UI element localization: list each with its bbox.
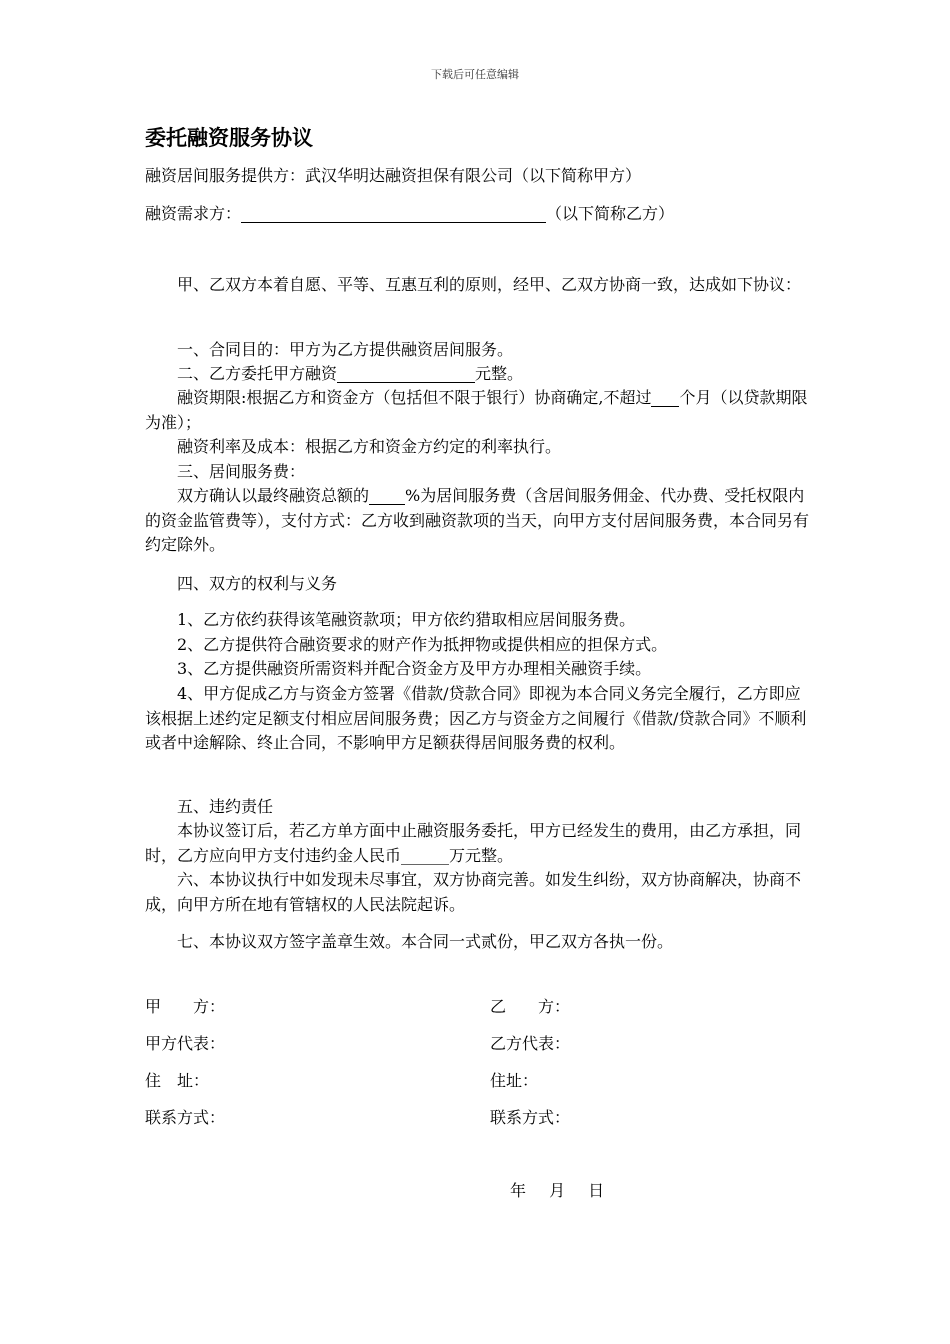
term-paragraph [145, 386, 810, 435]
party-a-address: 住 址： [145, 1071, 210, 1090]
demander-line [145, 201, 674, 224]
fee-paragraph [145, 484, 810, 558]
term-suffix: 个月（以贷款期限为准）； [145, 388, 808, 432]
intro-paragraph: 甲、乙双方本着自愿、平等、互惠互利的原则，经甲、乙双方协商一致，达成如下协议： [177, 275, 802, 294]
clause-1: 一、合同目的：甲方为乙方提供融资居间服务。 [177, 340, 514, 359]
clause-7: 七、本协议双方签字盖章生效。本合同一式贰份，甲乙双方各执一份。 [177, 932, 674, 951]
penalty-blank[interactable]: ______ [401, 845, 450, 865]
demander-label: 融资需求方： [145, 204, 242, 223]
demander-blank[interactable] [241, 206, 546, 223]
header-note: 下载后可任意编辑 [431, 68, 519, 81]
fee-suffix: %为居间服务费（含居间服务佣金、代办费、受托权限内的资金监管费等），支付方式：乙方收到融资款项的当天，向甲方支付居间服务费，本合同另有约定除外。 [145, 486, 810, 554]
clause-2 [145, 362, 810, 387]
clause-3: 三、居间服务费： [177, 462, 306, 481]
rate-paragraph: 融资利率及成本：根据乙方和资金方约定的利率执行。 [177, 437, 562, 456]
clause-6: 六、本协议执行中如发现未尽事宜，双方协商完善。如发生纠纷，双方协商解决，协商不成，向甲方所在地有管辖权的人民法院起诉。 [145, 870, 802, 914]
clause-2-suffix: 元整。 [475, 364, 524, 383]
rights-item-4: 4、甲方促成乙方与资金方签署《借款/贷款合同》即视为本合同义务完全履行，乙方即应该根据上述约定足额支付相应居间服务费；因乙方与资金方之间履行《借款/贷款合同》不顺利或者中途解除、终止合同，不影响甲方足额获得居间服务费的权利。 [145, 684, 807, 752]
rights-item-3: 3、乙方提供融资所需资料并配合资金方及甲方办理相关融资手续。 [177, 659, 652, 678]
term-months-blank[interactable] [651, 390, 679, 407]
clause-4: 四、双方的权利与义务 [177, 574, 338, 593]
party-b-contact: 联系方式： [490, 1108, 571, 1127]
provider-line: 融资居间服务提供方：武汉华明达融资担保有限公司（以下简称甲方） [145, 166, 642, 185]
party-b-representative: 乙方代表： [490, 1034, 571, 1053]
term-prefix: 融资期限:根据乙方和资金方（包括但不限于银行）协商确定,不超过 [177, 388, 652, 407]
breach-suffix: 万元整。 [449, 845, 514, 865]
clause-5: 五、违约责任 [177, 797, 274, 816]
document-title: 委托融资服务协议 [145, 126, 313, 150]
party-b-label: 乙 方： [490, 997, 571, 1016]
date-line: 年 月 日 [510, 1181, 605, 1200]
clause-2-prefix: 二、乙方委托甲方融资 [177, 364, 338, 383]
breach-prefix: 本协议签订后，若乙方单方面中止融资服务委托，甲方已经发生的费用，由乙方承担，同时，乙方应向甲方支付违约金人民币 [145, 821, 802, 865]
rights-item-1: 1、乙方依约获得该笔融资款项；甲方依约猎取相应居间服务费。 [177, 610, 636, 629]
party-a-contact: 联系方式： [145, 1108, 226, 1127]
demander-suffix: （以下简称乙方） [546, 204, 675, 223]
party-b-address: 住址： [490, 1071, 539, 1090]
rights-item-2: 2、乙方提供符合融资要求的财产作为抵押物或提供相应的担保方式。 [177, 635, 668, 654]
party-a-label: 甲 方： [145, 997, 226, 1016]
breach-paragraph [145, 819, 810, 868]
financing-amount-blank[interactable] [337, 366, 475, 383]
party-a-representative: 甲方代表： [145, 1034, 226, 1053]
fee-percent-blank[interactable] [369, 488, 405, 505]
fee-prefix: 双方确认以最终融资总额的 [177, 486, 370, 505]
